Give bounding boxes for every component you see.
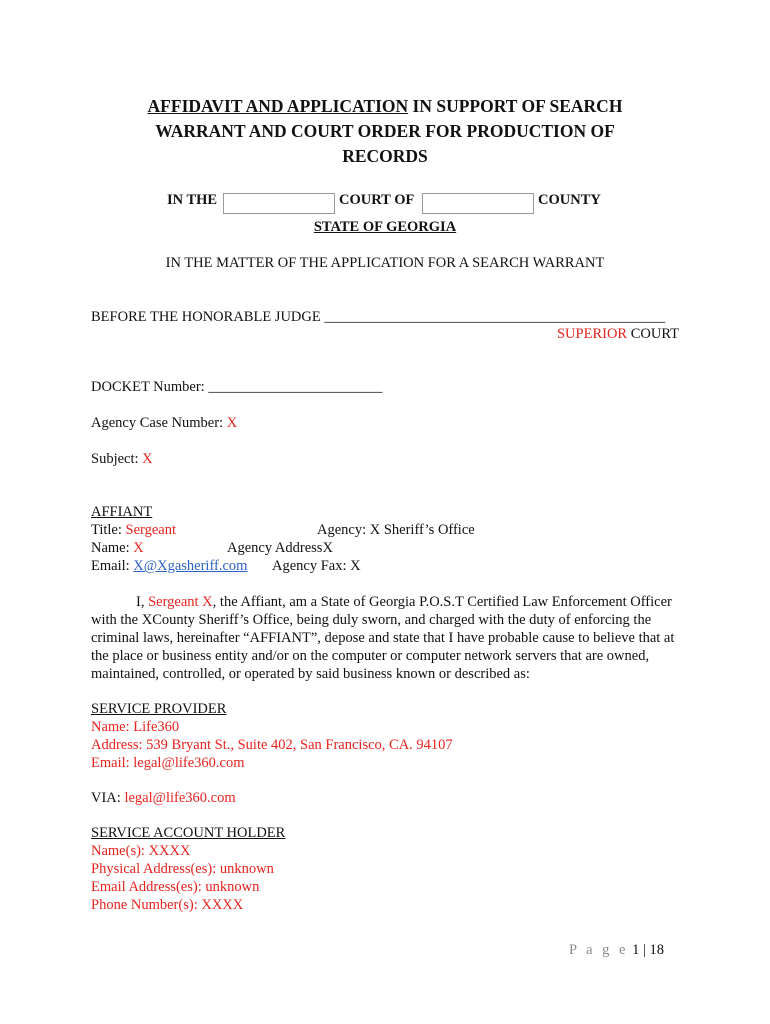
court-name-field[interactable] [223,193,335,214]
account-holder-email: Email Address(es): unknown [91,879,260,895]
court-type-red: SUPERIOR [556,326,628,342]
court-type-line [557,326,679,343]
county-label: COUNTY [538,192,601,208]
via-value: legal@life360.com [124,790,236,806]
account-holder-phone: Phone Number(s): XXXX [91,897,244,913]
affiant-title-label: Title: [91,522,126,538]
affiant-name-value: X [133,540,144,556]
account-holder-heading: SERVICE ACCOUNT HOLDER [91,825,286,841]
account-holder-names: Name(s): XXXX [91,843,191,859]
state-heading: STATE OF GEORGIA [313,219,457,235]
title-line2: WARRANT AND COURT ORDER FOR PRODUCTION OF [155,121,615,141]
judge-label: BEFORE THE HONORABLE JUDGE [91,309,325,325]
affiant-email-label: Email: [91,558,134,574]
affiant-title-line [91,522,176,539]
docket-line [91,379,382,396]
subject-label: Subject: [91,451,143,467]
court-of-label: COURT OF [339,192,415,208]
docket-label: DOCKET Number: [91,379,209,395]
matter-heading: IN THE MATTER OF THE APPLICATION FOR A SEARCH WARRANT [165,255,605,271]
judge-blank: _______________________________________________ [324,309,666,325]
affiant-heading: AFFIANT [91,504,153,520]
court-row [0,190,770,220]
affiant-email-line [91,558,247,575]
via-label: VIA: [91,790,125,806]
title-rest: IN SUPPORT OF SEARCH [408,96,623,116]
service-provider-name: Name: Life360 [91,719,180,735]
title-underlined: AFFIDAVIT AND APPLICATION [147,96,409,116]
agency-case-line [91,415,237,432]
page-footer [569,942,664,959]
in-the-label: IN THE [167,192,218,208]
county-name-field[interactable] [422,193,534,214]
affiant-name-line [91,540,144,557]
page-number: 1 | 18 [632,942,664,958]
page-word: P a g e [568,942,629,958]
agency-case-label: Agency Case Number: [91,415,227,431]
affiant-statement-paragraph [91,593,689,683]
subject-value: X [142,451,153,467]
affiant-title-value: Sergeant [125,522,176,538]
affiant-name-label: Name: [91,540,134,556]
court-type-black: COURT [627,326,679,342]
docket-blank: ________________________ [208,379,383,395]
judge-line [91,309,665,326]
service-provider-email: Email: legal@life360.com [91,755,245,771]
affiant-agency-fax: Agency Fax: X [272,558,361,574]
affiant-agency-address: Agency AddressX [227,540,333,556]
affiant-agency: Agency: X Sheriff’s Office [317,522,475,538]
service-provider-heading: SERVICE PROVIDER [91,701,227,717]
paragraph-start: I, [136,594,149,610]
agency-case-value: X [226,415,238,431]
account-holder-physical: Physical Address(es): unknown [91,861,274,877]
via-line [91,790,236,807]
affiant-email-link[interactable]: X@Xgasheriff.com [133,558,248,574]
document-title [80,94,690,169]
service-provider-address: Address: 539 Bryant St., Suite 402, San Francisco, CA. 94107 [91,737,453,753]
subject-line [91,451,153,468]
title-line3: RECORDS [342,146,428,166]
paragraph-rest: , the Affiant, am a State of Georgia P.O.S.T Certified Law Enforcement Officer with the XCounty Sheriff’s Office, being duly sworn, and charged with the duty of enforcing the criminal laws, hereinafter “AFFIANT”, depose and state that I have probable cause to believe that at the place or business entity and/or on the computer or computer network servers that are owned, maintained, controlled, or operated by said business known or described as: [91,594,675,682]
paragraph-red: Sergeant X [148,594,213,610]
